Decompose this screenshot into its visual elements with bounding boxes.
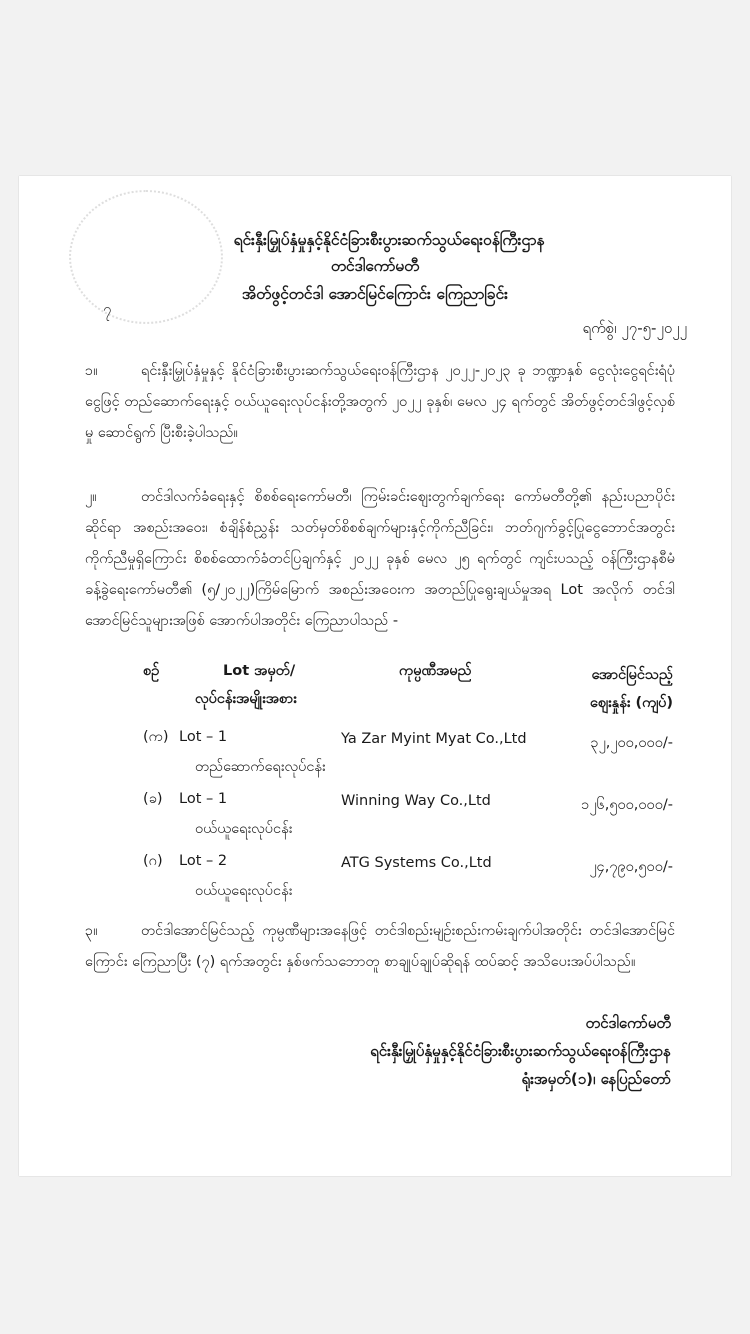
row-3-price: ၂၄,၇၉၀,၅၀၀/- [589, 859, 673, 875]
document-title: အိတ်ဖွင့်တင်ဒါ အောင်မြင်ကြောင်း ကြေညာခြင်း [241, 285, 509, 303]
document-date: ရက်စွဲ၊ ၂၇-၅-၂၀၂၂ [582, 319, 687, 337]
document-page [19, 176, 731, 1176]
committee-header: တင်ဒါကော်မတီ [330, 257, 420, 275]
signature-office: ရုံးအမှတ်(၁)၊ နေပြည်တော် [521, 1070, 671, 1088]
paragraph-3 [85, 916, 675, 978]
row-2-lot: Lot – 1 [179, 791, 228, 807]
row-1-type: တည်ဆောက်ရေးလုပ်ငန်း [195, 759, 326, 775]
header-no: စဉ် [143, 663, 160, 679]
header-price-unit: ဈေးနှုန်း (ကျပ်) [589, 695, 673, 711]
paragraph-text: တင်ဒါအောင်မြင်သည့် ကုမ္ပဏီများအနေဖြင့် တင်ဒါစည်းမျဉ်းစည်းကမ်းချက်ပါအတိုင်း တင်ဒါအောင်မြင်ကြောင်း ကြေညာပြီး (၇) ရက်အတွင်း နှစ်ဖက်သဘောတူ စာချုပ်ချုပ်ဆိုရန် ထပ်ဆင့် အသိပေးအပ်ပါသည်။ [85, 923, 675, 970]
header-lot: Lot အမှတ်/ [223, 663, 296, 679]
header-work-type: လုပ်ငန်းအမျိုးအစား [195, 691, 297, 707]
ministry-header: ရင်းနှီးမြှုပ်နှံမှုနှင့်နိုင်ငံခြားစီးပွားဆက်သွယ်ရေးဝန်ကြီးဌာန [233, 231, 545, 249]
paragraph-number: ၁။ [85, 363, 98, 379]
row-2-price: ၁၂၆,၅၀၀,၀၀၀/- [581, 797, 673, 813]
paragraph-1 [85, 356, 675, 449]
row-2-type: ဝယ်ယူရေးလုပ်ငန်း [195, 821, 293, 837]
row-3-type: ဝယ်ယူရေးလုပ်ငန်း [195, 883, 293, 899]
row-1-lot: Lot – 1 [179, 729, 228, 745]
paragraph-number: ၃။ [85, 923, 98, 939]
page-number: ၇ [103, 300, 112, 318]
paragraph-text: ရင်းနှီးမြှုပ်နှံမှုနှင့် နိုင်ငံခြားစီးပွားဆက်သွယ်ရေးဝန်ကြီးဌာန ၂၀၂၂-၂၀၂၃ ခု ဘဏ္ဍာနှစ် ငွေလုံးငွေရင်းရံပုံငွေဖြင့် တည်ဆောက်ရေးနှင့် ဝယ်ယူရေးလုပ်ငန်းတို့အတွက် ၂၀၂၂ ခုနှစ်၊ မေလ ၂၄ ရက်တွင် အိတ်ဖွင့်တင်ဒါဖွင့်လှစ်မှု ဆောင်ရွက် ပြီးစီးခဲ့ပါသည်။ [85, 363, 675, 441]
header-company: ကုမ္ပဏီအမည် [399, 663, 472, 679]
row-3-lot: Lot – 2 [179, 853, 228, 869]
paragraph-number: ၂။ [85, 489, 97, 505]
paragraph-text: တင်ဒါလက်ခံရေးနှင့် စိစစ်ရေးကော်မတီ၊ ကြမ်းခင်းဈေးတွက်ချက်ရေး ကော်မတီတို့၏ နည်းပညာပိုင်းဆိုင်ရာ အစည်းအဝေး၊ စံချိန်စံညွှန်း သတ်မှတ်စိစစ်ချက်များနှင့်ကိုက်ညီခြင်း၊ ဘတ်ဂျက်ခွင့်ပြုငွေဘောင်အတွင်း ကိုက်ညီမှုရှိကြောင်း စိစစ်ထောက်ခံတင်ပြချက်နှင့် ၂၀၂၂ ခုနှစ် မေလ ၂၅ ရက်တွင် ကျင်းပသည့် ဝန်ကြီးဌာနစီမံခန့်ခွဲရေးကော်မတီ၏ (၅/၂၀၂၂)ကြိမ်မြောက် အစည်းအဝေးက အတည်ပြုရွေးချယ်မှုအရ Lot အလိုက် တင်ဒါအောင်မြင်သူများအဖြစ် အောက်ပါအတိုင်း ကြေညာပါသည် - [85, 489, 675, 629]
header-price: အောင်မြင်သည့် [591, 667, 673, 683]
paragraph-2 [85, 482, 675, 637]
row-2-no: (ခ) [143, 791, 163, 807]
row-1-no: (က) [143, 729, 169, 745]
row-1-company: Ya Zar Myint Myat Co.,Ltd [341, 731, 527, 747]
row-3-company: ATG Systems Co.,Ltd [341, 855, 492, 871]
signature-committee: တင်ဒါကော်မတီ [585, 1014, 671, 1032]
row-2-company: Winning Way Co.,Ltd [341, 793, 491, 809]
row-3-no: (ဂ) [143, 853, 163, 869]
row-1-price: ၃၂,၂၀၀,၀၀၀/- [590, 735, 673, 751]
signature-ministry: ရင်းနှီးမြှုပ်နှံမှုနှင့်နိုင်ငံခြားစီးပွားဆက်သွယ်ရေးဝန်ကြီးဌာန [370, 1042, 671, 1060]
